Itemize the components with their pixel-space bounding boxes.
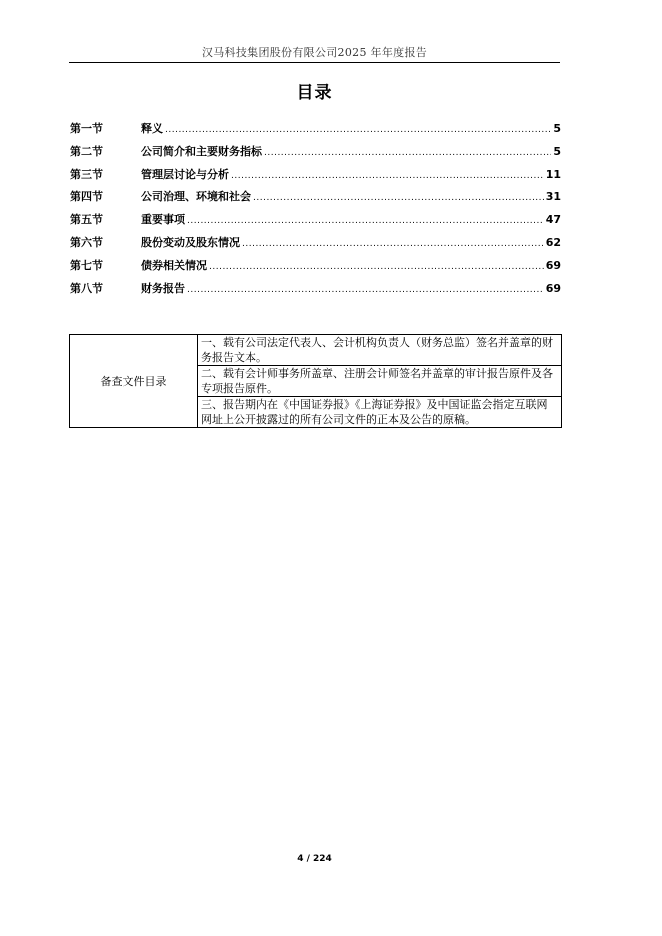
page-header: 汉马科技集团股份有限公司2025 年年度报告	[201, 46, 428, 59]
toc-section-number: 第四节	[70, 190, 103, 204]
toc-page-number: 47	[545, 213, 561, 227]
toc-entry[interactable]	[70, 255, 561, 278]
toc-section-title: 公司治理、环境和社会	[141, 190, 251, 204]
toc-section-number: 第五节	[70, 213, 103, 227]
toc-leader-dots	[253, 186, 544, 210]
toc-heading: 目录	[296, 83, 333, 103]
toc-entry[interactable]	[70, 278, 561, 301]
toc-section-title: 管理层讨论与分析	[141, 167, 229, 181]
toc-leader-dots	[187, 278, 544, 302]
toc-page-number: 31	[545, 190, 561, 204]
toc-page-number: 5	[553, 144, 561, 158]
toc-entry[interactable]	[70, 209, 561, 232]
toc-section-title: 重要事项	[141, 213, 185, 227]
reference-documents-label: 备查文件目录	[70, 335, 198, 428]
toc-section-title: 财务报告	[141, 281, 185, 295]
toc-entry[interactable]	[70, 141, 561, 164]
table-of-contents	[70, 118, 561, 300]
toc-section-title: 公司简介和主要财务指标	[141, 144, 262, 158]
reference-documents-table	[69, 334, 562, 428]
toc-section-number: 第六节	[70, 235, 103, 249]
toc-section-title: 释义	[141, 122, 163, 135]
toc-entry[interactable]	[70, 118, 561, 141]
toc-leader-dots	[264, 141, 551, 165]
toc-section-number: 第七节	[70, 258, 103, 272]
page-number: 4 / 224	[297, 854, 332, 864]
toc-leader-dots	[165, 118, 551, 142]
toc-page-number: 5	[553, 122, 561, 135]
toc-section-number: 第三节	[70, 167, 103, 181]
toc-page-number: 69	[545, 281, 561, 295]
reference-document-item: 三、报告期内在《中国证券报》《上海证券报》及中国证监会指定互联网网址上公开披露过的所有公司文件的正本及公告的原稿。	[198, 397, 562, 428]
reference-document-item: 一、载有公司法定代表人、会计机构负责人（财务总监）签名并盖章的财务报告文本。	[198, 335, 562, 366]
table-row	[70, 335, 562, 366]
toc-leader-dots	[187, 209, 544, 233]
toc-section-number: 第八节	[70, 281, 103, 295]
toc-section-title: 债券相关情况	[141, 258, 207, 272]
toc-entry[interactable]	[70, 186, 561, 209]
toc-page-number: 69	[545, 258, 561, 272]
toc-section-title: 股份变动及股东情况	[141, 235, 240, 249]
toc-leader-dots	[209, 255, 544, 279]
toc-entry[interactable]	[70, 164, 561, 187]
toc-section-number: 第一节	[70, 122, 103, 135]
reference-document-item: 二、载有会计师事务所盖章、注册会计师签名并盖章的审计报告原件及各专项报告原件。	[198, 366, 562, 397]
toc-entry[interactable]	[70, 232, 561, 255]
toc-page-number: 62	[545, 235, 561, 249]
toc-leader-dots	[231, 164, 544, 188]
toc-page-number: 11	[545, 167, 561, 181]
header-divider	[69, 62, 560, 63]
toc-leader-dots	[242, 232, 544, 256]
toc-section-number: 第二节	[70, 144, 103, 158]
